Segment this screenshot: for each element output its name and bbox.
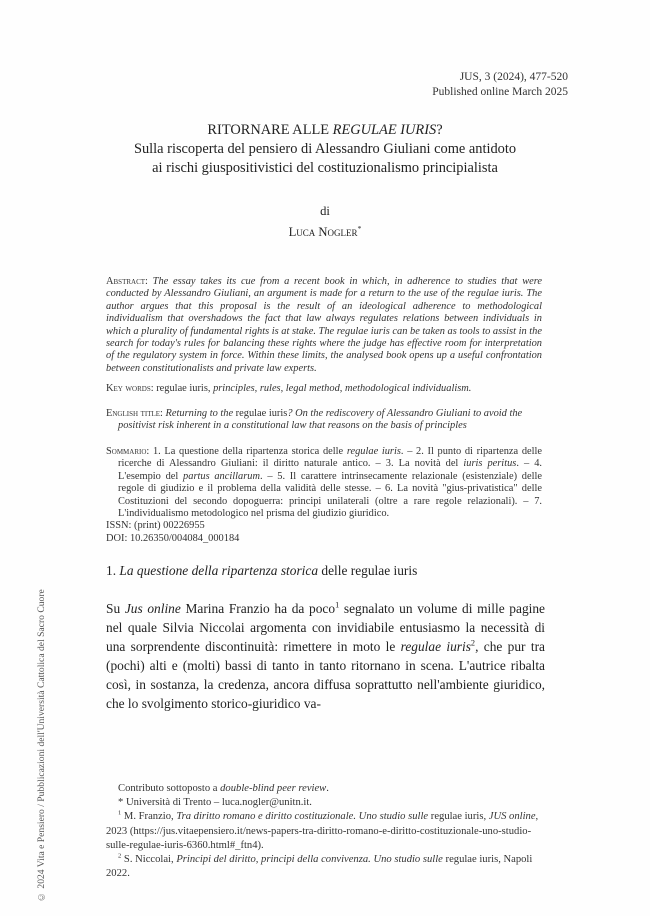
main-title (0, 121, 650, 140)
summary-t1: 1. La questione della ripartenza storica delle (149, 446, 347, 457)
section-number: 1. (106, 563, 117, 578)
author-name-line (0, 224, 650, 241)
author-di: di (320, 204, 330, 218)
footnote-2-a: S. Niccolai, (121, 854, 177, 866)
keywords-italic: principles, rules, legal method, methodological individualism. (210, 383, 472, 394)
english-title-plain: regulae iuris (235, 408, 288, 419)
section-title-italic: La questione della ripartenza storica (119, 563, 319, 578)
doi: DOI: 10.26350/004084_000184 (106, 532, 240, 544)
summary-t3-italic: partus ancillarum (183, 470, 260, 482)
english-title-label: English title: (106, 408, 163, 419)
side-copyright: © 2024 Vita e Pensiero / Pubblicazioni dell'Università Cattolica del Sacro Cuore (36, 589, 47, 902)
author-marker: * (357, 223, 362, 233)
footnote-1-b: regulae iuris, (428, 811, 489, 823)
affiliation-note: * Università di Trento – luca.nogler@unitn.it. (118, 797, 312, 809)
footnote-ref-2[interactable]: 2 (470, 638, 476, 648)
footnote-2-number: 2 (118, 852, 122, 860)
summary-t1-italic: regulae iuris (346, 446, 401, 457)
footnote-1-italic: Tra diritto romano e diritto costituzionale. Uno studio sulle (176, 811, 429, 823)
footnote-ref-1[interactable]: 1 (335, 600, 340, 610)
published-date: Published online March 2025 (432, 86, 568, 98)
summary-label: Sommario: (106, 446, 150, 457)
footnote-1-a: M. Franzio, (121, 811, 177, 823)
review-suffix: . (326, 783, 329, 794)
journal-meta (432, 70, 568, 100)
author-name: Luca Nogler (288, 225, 358, 239)
main-title-prefix: RITORNARE ALLE (207, 122, 333, 138)
subtitle-line-1: Sulla riscoperta del pensiero di Alessandro Giuliani come antidoto (133, 141, 517, 157)
footnote-1 (106, 810, 542, 853)
abstract-label: Abstract: (106, 276, 148, 287)
english-title (106, 408, 554, 433)
body-p1: Su (106, 601, 125, 616)
subtitle-line-2: ai rischi giuspositivistici del costituzionalismo principialista (152, 160, 498, 176)
english-title-part2: ? On the rediscovery of Alessandro Giuliani to avoid the positivist risk inherent in a constitutional law that reasons on the basis of principles (118, 408, 523, 432)
body-p2: Marina Franzio ha da poco (180, 601, 336, 616)
keywords (106, 383, 542, 395)
review-note (106, 782, 542, 796)
footnote-1-link[interactable]: , 2023 (https://jus.vitaepensiero.it/news-papers-tra-diritto-romano-e-diritto-costituzionale-uno-studio-sulle-regulae-iuris-6360.html#_ftn4). (106, 811, 539, 851)
section-title-plain: delle regulae iuris (318, 563, 418, 578)
main-title-italic: REGULAE IURIS (332, 122, 437, 138)
author-block (0, 203, 650, 241)
section-heading (106, 563, 417, 579)
body-paragraph (106, 599, 545, 713)
body-p4: , che pur tra (pochi) alti e (molti) bassi di tanto in tanto ritornano in scena. L'autrice ribalta così, in sostanza, la credenza, ancora diffusa soprattutto nell'ambiente giuridico, che lo svolgimento storico-giuridico va- (106, 639, 545, 711)
footnotes (106, 782, 542, 881)
abstract (106, 276, 542, 375)
abstract-text: The essay takes its cue from a recent book in which, in adherence to studies that were conducted by Alessandro Giuliani, an argument is made for a return to the use of the regulae iuris. The author argues that this proposal is the result of an ideological adherence to methodological individualism that overshadows the fact that law always regulates relations between individuals in which a plurality of fundamental rights is at stake. The regulae iuris can be taken as tools to assist in the search for today's rules for balancing these rights where the judge has effective room for interpretation of the regulatory system in force. Within these limits, the analysed book opens up a useful confrontation between constitutionalists and private law experts. (106, 276, 542, 374)
summary (106, 446, 542, 545)
summary-t4: . – 5. Il carattere intrinsecamente relazionale (esistenziale) delle regole di giudizio e il problema della validità delle stesse. – 6. La novità "gius-privatistica" delle Costituzioni del secondo dopoguerra: principi unilaterali (oltre a rare regole relazionali). – 7. L'individualismo metodologico nel prisma del giudizio giuridico. (118, 470, 542, 520)
keywords-label: Key words: (106, 383, 154, 394)
summary-contents (106, 446, 542, 520)
summary-t2: . – 2. Il punto di ripartenza delle ricerche di Alessandro Giuliani: il diritto naturale antico. – 3. La novità del (118, 446, 543, 470)
body-p3: segnalato un volume di mille pagine nel quale Silvia Niccolai argomenta con invidiabile entusiasmo la necessità di una sorprendente discontinuità: rimettere in moto le (106, 601, 545, 654)
main-title-suffix: ? (436, 122, 443, 138)
body-p3-italic: regulae iuris (400, 639, 471, 654)
footnote-2 (106, 853, 542, 881)
review-italic: double-blind peer review (220, 783, 327, 794)
footnote-1-number: 1 (118, 809, 122, 817)
body-p1-italic: Jus online (124, 601, 181, 616)
review-prefix: Contributo sottoposto a (118, 783, 221, 794)
issn: ISSN: (print) 00226955 (106, 520, 205, 532)
summary-t3: . – 4. L'esempio del (118, 458, 542, 482)
footnote-2-b: regulae iuris, Napoli 2022. (106, 854, 533, 880)
keywords-plain: regulae iuris, (156, 383, 211, 394)
footnote-2-italic: Principi del diritto, principi della convivenza. Uno studio sulle (176, 854, 443, 866)
summary-t2-italic: iuris peritus (463, 458, 517, 470)
english-title-part1: Returning to the (162, 408, 236, 419)
journal-citation: JUS, 3 (2024), 477-520 (459, 71, 568, 83)
article-title (0, 121, 650, 178)
footnote-1-italic-2: JUS online (488, 811, 536, 823)
